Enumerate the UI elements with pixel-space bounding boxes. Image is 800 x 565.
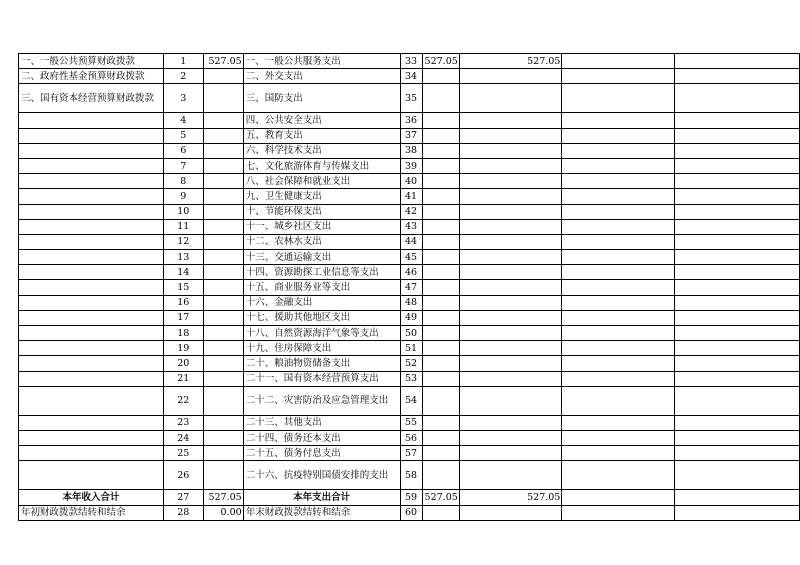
table-row xyxy=(19,356,800,371)
expense-amount-fund-cell xyxy=(562,310,674,325)
expense-amount-general-cell: 527.05 xyxy=(459,490,562,505)
expense-amount-fund-cell xyxy=(562,371,674,386)
table-row xyxy=(19,430,800,445)
income-line-number-cell: 11 xyxy=(163,219,203,234)
expense-item-cell: 九、卫生健康支出 xyxy=(243,189,400,204)
expense-amount-total-cell xyxy=(422,371,459,386)
expense-amount-fund-cell xyxy=(562,326,674,341)
income-amount-cell xyxy=(203,430,243,445)
table-row xyxy=(19,113,800,128)
table-row xyxy=(19,69,800,84)
income-amount-cell: 527.05 xyxy=(203,490,243,505)
expense-item-cell: 年末财政拨款结转和结余 xyxy=(243,505,400,520)
table-row xyxy=(19,386,800,415)
expense-line-number-cell: 58 xyxy=(400,461,422,490)
expense-amount-general-cell: 527.05 xyxy=(459,54,562,69)
expense-amount-fund-cell xyxy=(562,356,674,371)
income-item-cell xyxy=(19,295,164,310)
expense-item-cell: 八、社会保障和就业支出 xyxy=(243,174,400,189)
income-item-cell xyxy=(19,415,164,430)
expense-amount-state-capital-cell xyxy=(674,295,799,310)
expense-amount-total-cell xyxy=(422,113,459,128)
income-amount-cell xyxy=(203,189,243,204)
income-line-number-cell: 13 xyxy=(163,250,203,265)
income-item-cell xyxy=(19,204,164,219)
expense-amount-general-cell xyxy=(459,128,562,143)
income-line-number-cell: 9 xyxy=(163,189,203,204)
expense-amount-fund-cell xyxy=(562,143,674,158)
income-line-number-cell: 3 xyxy=(163,84,203,113)
expense-amount-state-capital-cell xyxy=(674,341,799,356)
expense-line-number-cell: 43 xyxy=(400,219,422,234)
expense-amount-state-capital-cell xyxy=(674,189,799,204)
expense-line-number-cell: 45 xyxy=(400,250,422,265)
expense-amount-general-cell xyxy=(459,158,562,173)
income-line-number-cell: 12 xyxy=(163,234,203,249)
expense-amount-total-cell xyxy=(422,69,459,84)
expense-item-cell: 六、科学技术支出 xyxy=(243,143,400,158)
expense-amount-total-cell xyxy=(422,386,459,415)
income-amount-cell: 0.00 xyxy=(203,505,243,520)
expense-line-number-cell: 57 xyxy=(400,446,422,461)
budget-sheet xyxy=(18,53,800,521)
expense-line-number-cell: 42 xyxy=(400,204,422,219)
expense-amount-fund-cell xyxy=(562,174,674,189)
expense-amount-general-cell xyxy=(459,219,562,234)
income-amount-cell xyxy=(203,128,243,143)
income-line-number-cell: 24 xyxy=(163,430,203,445)
expense-amount-state-capital-cell xyxy=(674,204,799,219)
income-item-cell: 二、政府性基金预算财政拨款 xyxy=(19,69,164,84)
expense-amount-state-capital-cell xyxy=(674,280,799,295)
expense-line-number-cell: 36 xyxy=(400,113,422,128)
expense-line-number-cell: 53 xyxy=(400,371,422,386)
expense-amount-state-capital-cell xyxy=(674,84,799,113)
expense-item-cell: 十八、自然资源海洋气象等支出 xyxy=(243,326,400,341)
expense-amount-state-capital-cell xyxy=(674,446,799,461)
expense-item-cell: 十六、金融支出 xyxy=(243,295,400,310)
expense-item-cell: 十五、商业服务业等支出 xyxy=(243,280,400,295)
table-row xyxy=(19,461,800,490)
income-amount-cell xyxy=(203,113,243,128)
income-amount-cell xyxy=(203,174,243,189)
expense-amount-fund-cell xyxy=(562,250,674,265)
expense-amount-general-cell xyxy=(459,446,562,461)
expense-line-number-cell: 33 xyxy=(400,54,422,69)
expense-item-cell: 五、教育支出 xyxy=(243,128,400,143)
expense-amount-fund-cell xyxy=(562,295,674,310)
table-row xyxy=(19,250,800,265)
expense-line-number-cell: 54 xyxy=(400,386,422,415)
expense-amount-total-cell xyxy=(422,505,459,520)
expense-amount-state-capital-cell xyxy=(674,250,799,265)
income-line-number-cell: 17 xyxy=(163,310,203,325)
expense-amount-total-cell xyxy=(422,326,459,341)
expense-item-cell: 七、文化旅游体育与传媒支出 xyxy=(243,158,400,173)
expense-amount-state-capital-cell xyxy=(674,219,799,234)
income-item-cell xyxy=(19,386,164,415)
expense-amount-fund-cell xyxy=(562,490,674,505)
expense-item-cell: 三、国防支出 xyxy=(243,84,400,113)
expense-line-number-cell: 51 xyxy=(400,341,422,356)
income-item-cell xyxy=(19,356,164,371)
table-row xyxy=(19,158,800,173)
expense-amount-general-cell xyxy=(459,326,562,341)
expense-amount-general-cell xyxy=(459,234,562,249)
expense-line-number-cell: 48 xyxy=(400,295,422,310)
expense-amount-general-cell xyxy=(459,356,562,371)
expense-amount-total-cell xyxy=(422,415,459,430)
income-item-cell xyxy=(19,280,164,295)
income-amount-cell xyxy=(203,341,243,356)
expense-amount-state-capital-cell xyxy=(674,326,799,341)
expense-line-number-cell: 55 xyxy=(400,415,422,430)
income-amount-cell xyxy=(203,84,243,113)
expense-amount-fund-cell xyxy=(562,204,674,219)
table-row xyxy=(19,295,800,310)
expense-amount-general-cell xyxy=(459,280,562,295)
expense-amount-total-cell xyxy=(422,250,459,265)
expense-amount-total-cell xyxy=(422,128,459,143)
expense-amount-total-cell xyxy=(422,341,459,356)
income-line-number-cell: 28 xyxy=(163,505,203,520)
expense-item-cell: 十二、农林水支出 xyxy=(243,234,400,249)
table-row xyxy=(19,219,800,234)
income-amount-cell xyxy=(203,371,243,386)
expense-item-cell: 二十二、灾害防治及应急管理支出 xyxy=(243,386,400,415)
expense-amount-total-cell xyxy=(422,446,459,461)
income-line-number-cell: 23 xyxy=(163,415,203,430)
expense-amount-state-capital-cell xyxy=(674,54,799,69)
expense-item-cell: 二十一、国有资本经营预算支出 xyxy=(243,371,400,386)
table-row xyxy=(19,280,800,295)
income-item-cell xyxy=(19,461,164,490)
expense-amount-state-capital-cell xyxy=(674,356,799,371)
table-row xyxy=(19,490,800,505)
expense-amount-total-cell: 527.05 xyxy=(422,54,459,69)
income-item-cell xyxy=(19,189,164,204)
expense-amount-fund-cell xyxy=(562,341,674,356)
income-item-cell xyxy=(19,174,164,189)
expense-amount-general-cell xyxy=(459,204,562,219)
expense-amount-total-cell xyxy=(422,174,459,189)
income-item-cell xyxy=(19,446,164,461)
expense-amount-general-cell xyxy=(459,69,562,84)
expense-item-cell: 十七、援助其他地区支出 xyxy=(243,310,400,325)
table-row xyxy=(19,326,800,341)
expense-amount-state-capital-cell xyxy=(674,490,799,505)
expense-amount-state-capital-cell xyxy=(674,143,799,158)
expense-line-number-cell: 46 xyxy=(400,265,422,280)
income-item-cell xyxy=(19,158,164,173)
income-line-number-cell: 26 xyxy=(163,461,203,490)
expense-amount-general-cell xyxy=(459,189,562,204)
income-amount-cell xyxy=(203,204,243,219)
expense-amount-fund-cell xyxy=(562,113,674,128)
expense-amount-general-cell xyxy=(459,386,562,415)
income-line-number-cell: 21 xyxy=(163,371,203,386)
income-amount-cell xyxy=(203,219,243,234)
expense-amount-general-cell xyxy=(459,505,562,520)
income-line-number-cell: 16 xyxy=(163,295,203,310)
expense-amount-general-cell xyxy=(459,461,562,490)
expense-amount-state-capital-cell xyxy=(674,174,799,189)
expense-amount-general-cell xyxy=(459,265,562,280)
income-item-cell xyxy=(19,326,164,341)
expense-amount-general-cell xyxy=(459,250,562,265)
expense-line-number-cell: 47 xyxy=(400,280,422,295)
income-amount-cell xyxy=(203,326,243,341)
income-amount-cell xyxy=(203,265,243,280)
income-amount-cell xyxy=(203,69,243,84)
income-amount-cell xyxy=(203,234,243,249)
expense-amount-fund-cell xyxy=(562,158,674,173)
expense-line-number-cell: 60 xyxy=(400,505,422,520)
income-item-cell xyxy=(19,113,164,128)
income-amount-cell xyxy=(203,295,243,310)
income-line-number-cell: 2 xyxy=(163,69,203,84)
expense-line-number-cell: 44 xyxy=(400,234,422,249)
expense-amount-fund-cell xyxy=(562,505,674,520)
expense-amount-state-capital-cell xyxy=(674,371,799,386)
income-amount-cell xyxy=(203,386,243,415)
expense-line-number-cell: 52 xyxy=(400,356,422,371)
expense-amount-state-capital-cell xyxy=(674,128,799,143)
expense-line-number-cell: 37 xyxy=(400,128,422,143)
table-row xyxy=(19,128,800,143)
table-row xyxy=(19,415,800,430)
expense-amount-fund-cell xyxy=(562,54,674,69)
table-row xyxy=(19,189,800,204)
expense-amount-general-cell xyxy=(459,371,562,386)
expense-amount-fund-cell xyxy=(562,69,674,84)
expense-amount-state-capital-cell xyxy=(674,113,799,128)
expense-amount-fund-cell xyxy=(562,446,674,461)
expense-item-cell: 二十四、债务还本支出 xyxy=(243,430,400,445)
income-amount-cell xyxy=(203,158,243,173)
income-amount-cell xyxy=(203,415,243,430)
table-row xyxy=(19,234,800,249)
income-amount-cell xyxy=(203,280,243,295)
expense-amount-fund-cell xyxy=(562,461,674,490)
expense-item-cell: 四、公共安全支出 xyxy=(243,113,400,128)
table-row xyxy=(19,310,800,325)
expense-item-cell: 十四、资源勘探工业信息等支出 xyxy=(243,265,400,280)
expense-amount-total-cell xyxy=(422,234,459,249)
table-row xyxy=(19,204,800,219)
expense-line-number-cell: 35 xyxy=(400,84,422,113)
expense-amount-state-capital-cell xyxy=(674,461,799,490)
expense-amount-fund-cell xyxy=(562,219,674,234)
expense-item-cell: 本年支出合计 xyxy=(243,490,400,505)
expense-amount-fund-cell xyxy=(562,430,674,445)
expense-amount-total-cell xyxy=(422,461,459,490)
income-line-number-cell: 19 xyxy=(163,341,203,356)
income-item-cell: 一、一般公共预算财政拨款 xyxy=(19,54,164,69)
income-item-cell xyxy=(19,265,164,280)
expense-item-cell: 二十五、债务付息支出 xyxy=(243,446,400,461)
income-line-number-cell: 5 xyxy=(163,128,203,143)
expense-line-number-cell: 49 xyxy=(400,310,422,325)
expense-amount-total-cell xyxy=(422,143,459,158)
income-line-number-cell: 25 xyxy=(163,446,203,461)
table-row xyxy=(19,371,800,386)
income-line-number-cell: 22 xyxy=(163,386,203,415)
income-item-cell xyxy=(19,143,164,158)
expense-amount-general-cell xyxy=(459,84,562,113)
expense-amount-total-cell xyxy=(422,310,459,325)
expense-line-number-cell: 59 xyxy=(400,490,422,505)
expense-item-cell: 一、一般公共服务支出 xyxy=(243,54,400,69)
expense-line-number-cell: 38 xyxy=(400,143,422,158)
expense-amount-general-cell xyxy=(459,341,562,356)
income-line-number-cell: 15 xyxy=(163,280,203,295)
expense-amount-general-cell xyxy=(459,174,562,189)
expense-amount-total-cell xyxy=(422,219,459,234)
income-line-number-cell: 1 xyxy=(163,54,203,69)
income-line-number-cell: 4 xyxy=(163,113,203,128)
income-line-number-cell: 10 xyxy=(163,204,203,219)
expense-amount-fund-cell xyxy=(562,189,674,204)
income-item-cell: 年初财政拨款结转和结余 xyxy=(19,505,164,520)
income-item-cell xyxy=(19,128,164,143)
expense-amount-total-cell xyxy=(422,158,459,173)
table-body xyxy=(19,54,800,521)
expense-amount-general-cell xyxy=(459,310,562,325)
table-row xyxy=(19,143,800,158)
expense-amount-total-cell xyxy=(422,356,459,371)
income-item-cell xyxy=(19,430,164,445)
expense-amount-state-capital-cell xyxy=(674,158,799,173)
expense-line-number-cell: 34 xyxy=(400,69,422,84)
expense-amount-state-capital-cell xyxy=(674,265,799,280)
expense-amount-state-capital-cell xyxy=(674,415,799,430)
expense-amount-general-cell xyxy=(459,415,562,430)
income-line-number-cell: 20 xyxy=(163,356,203,371)
income-amount-cell xyxy=(203,446,243,461)
income-item-cell xyxy=(19,219,164,234)
table-row xyxy=(19,446,800,461)
income-amount-cell xyxy=(203,310,243,325)
income-item-cell xyxy=(19,371,164,386)
expense-amount-state-capital-cell xyxy=(674,69,799,84)
budget-table xyxy=(18,53,800,521)
expense-amount-total-cell xyxy=(422,265,459,280)
expense-amount-state-capital-cell xyxy=(674,430,799,445)
income-item-cell xyxy=(19,250,164,265)
table-row xyxy=(19,84,800,113)
income-item-cell: 本年收入合计 xyxy=(19,490,164,505)
expense-amount-general-cell xyxy=(459,430,562,445)
income-item-cell xyxy=(19,341,164,356)
expense-amount-total-cell: 527.05 xyxy=(422,490,459,505)
income-line-number-cell: 27 xyxy=(163,490,203,505)
expense-item-cell: 十三、交通运输支出 xyxy=(243,250,400,265)
expense-amount-state-capital-cell xyxy=(674,386,799,415)
expense-item-cell: 二十、粮油物资储备支出 xyxy=(243,356,400,371)
expense-amount-fund-cell xyxy=(562,265,674,280)
table-row xyxy=(19,341,800,356)
expense-amount-general-cell xyxy=(459,295,562,310)
income-amount-cell: 527.05 xyxy=(203,54,243,69)
expense-item-cell: 二十三、其他支出 xyxy=(243,415,400,430)
expense-item-cell: 二、外交支出 xyxy=(243,69,400,84)
income-amount-cell xyxy=(203,143,243,158)
expense-line-number-cell: 39 xyxy=(400,158,422,173)
table-row xyxy=(19,505,800,520)
expense-amount-total-cell xyxy=(422,84,459,113)
expense-amount-state-capital-cell xyxy=(674,234,799,249)
income-line-number-cell: 8 xyxy=(163,174,203,189)
expense-amount-fund-cell xyxy=(562,128,674,143)
income-line-number-cell: 6 xyxy=(163,143,203,158)
income-line-number-cell: 18 xyxy=(163,326,203,341)
income-item-cell xyxy=(19,310,164,325)
expense-amount-total-cell xyxy=(422,280,459,295)
income-amount-cell xyxy=(203,250,243,265)
table-row xyxy=(19,265,800,280)
expense-amount-general-cell xyxy=(459,143,562,158)
expense-item-cell: 十一、城乡社区支出 xyxy=(243,219,400,234)
income-line-number-cell: 7 xyxy=(163,158,203,173)
table-row xyxy=(19,54,800,69)
expense-amount-fund-cell xyxy=(562,84,674,113)
expense-amount-state-capital-cell xyxy=(674,505,799,520)
expense-line-number-cell: 50 xyxy=(400,326,422,341)
expense-amount-total-cell xyxy=(422,189,459,204)
expense-amount-general-cell xyxy=(459,113,562,128)
expense-amount-total-cell xyxy=(422,204,459,219)
expense-line-number-cell: 41 xyxy=(400,189,422,204)
income-line-number-cell: 14 xyxy=(163,265,203,280)
income-amount-cell xyxy=(203,461,243,490)
expense-item-cell: 二十六、抗疫特别国债安排的支出 xyxy=(243,461,400,490)
expense-line-number-cell: 56 xyxy=(400,430,422,445)
expense-amount-fund-cell xyxy=(562,234,674,249)
income-item-cell xyxy=(19,234,164,249)
expense-item-cell: 十九、住房保障支出 xyxy=(243,341,400,356)
expense-item-cell: 十、节能环保支出 xyxy=(243,204,400,219)
income-amount-cell xyxy=(203,356,243,371)
expense-amount-total-cell xyxy=(422,430,459,445)
table-row xyxy=(19,174,800,189)
expense-amount-fund-cell xyxy=(562,280,674,295)
expense-amount-state-capital-cell xyxy=(674,310,799,325)
expense-amount-fund-cell xyxy=(562,415,674,430)
income-item-cell: 三、国有资本经营预算财政拨款 xyxy=(19,84,164,113)
expense-line-number-cell: 40 xyxy=(400,174,422,189)
expense-amount-fund-cell xyxy=(562,386,674,415)
expense-amount-total-cell xyxy=(422,295,459,310)
